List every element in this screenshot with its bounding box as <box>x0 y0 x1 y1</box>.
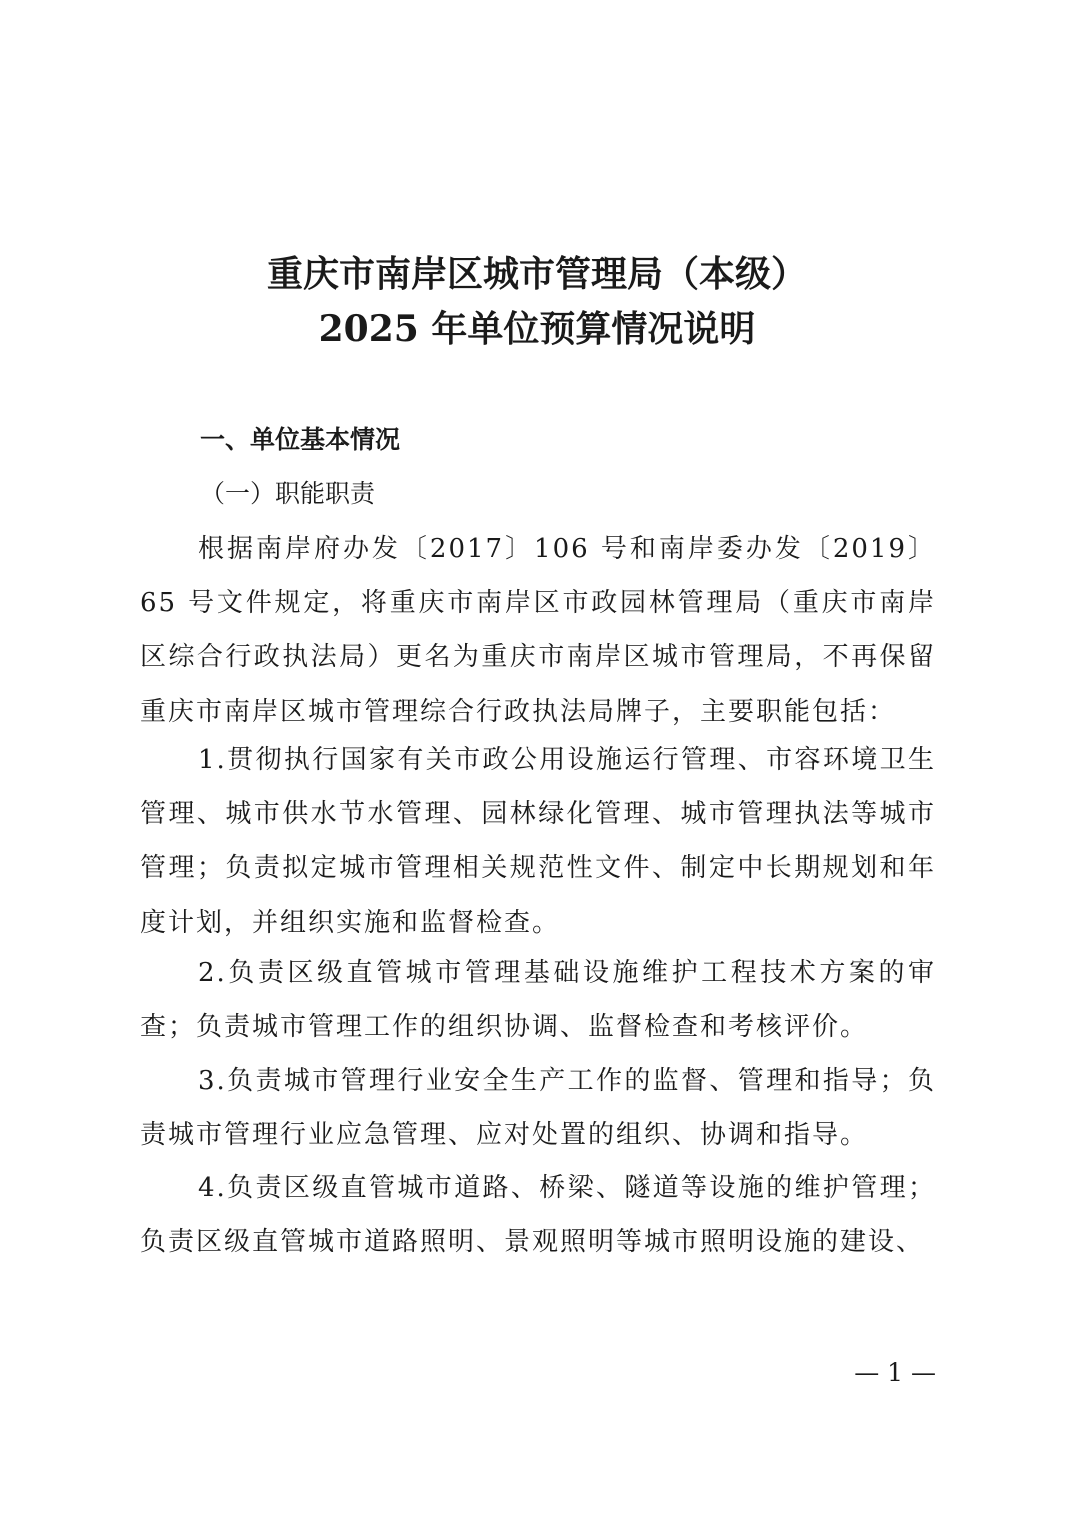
paragraph-item-4: 4.负责区级直管城市道路、桥梁、隧道等设施的维护管理；负责区级直管城市道路照明、景观照明等城市照明设施的建设、 <box>140 1173 936 1258</box>
subsection-heading: （一）职能职责 <box>200 479 376 508</box>
document-title-line2: 2025 年单位预算情况说明 <box>318 308 756 350</box>
paragraph-item-2: 2.负责区级直管城市管理基础设施维护工程技术方案的审查；负责城市管理工作的组织协调、监督检查和考核评价。 <box>140 958 936 1043</box>
section-heading: 一、单位基本情况 <box>200 425 401 454</box>
paragraph-intro: 根据南岸府办发〔2017〕106 号和南岸委办发〔2019〕65 号文件规定，将重庆市南岸区市政园林管理局（重庆市南岸区综合行政执法局）更名为重庆市南岸区城市管理局，不再保留重庆市南岸区城市管理综合行政执法局牌子，主要职能包括： <box>140 534 936 727</box>
paragraph-item-3: 3.负责城市管理行业安全生产工作的监督、管理和指导；负责城市管理行业应急管理、应对处置的组织、协调和指导。 <box>140 1066 936 1151</box>
page-number: — 1 — <box>854 1358 936 1387</box>
paragraph-item-1: 1.贯彻执行国家有关市政公用设施运行管理、市容环境卫生管理、城市供水节水管理、园林绿化管理、城市管理执法等城市管理；负责拟定城市管理相关规范性文件、制定中长期规划和年度计划，并组织实施和监督检查。 <box>140 745 936 938</box>
document-title-line1: 重庆市南岸区城市管理局（本级） <box>266 253 807 295</box>
